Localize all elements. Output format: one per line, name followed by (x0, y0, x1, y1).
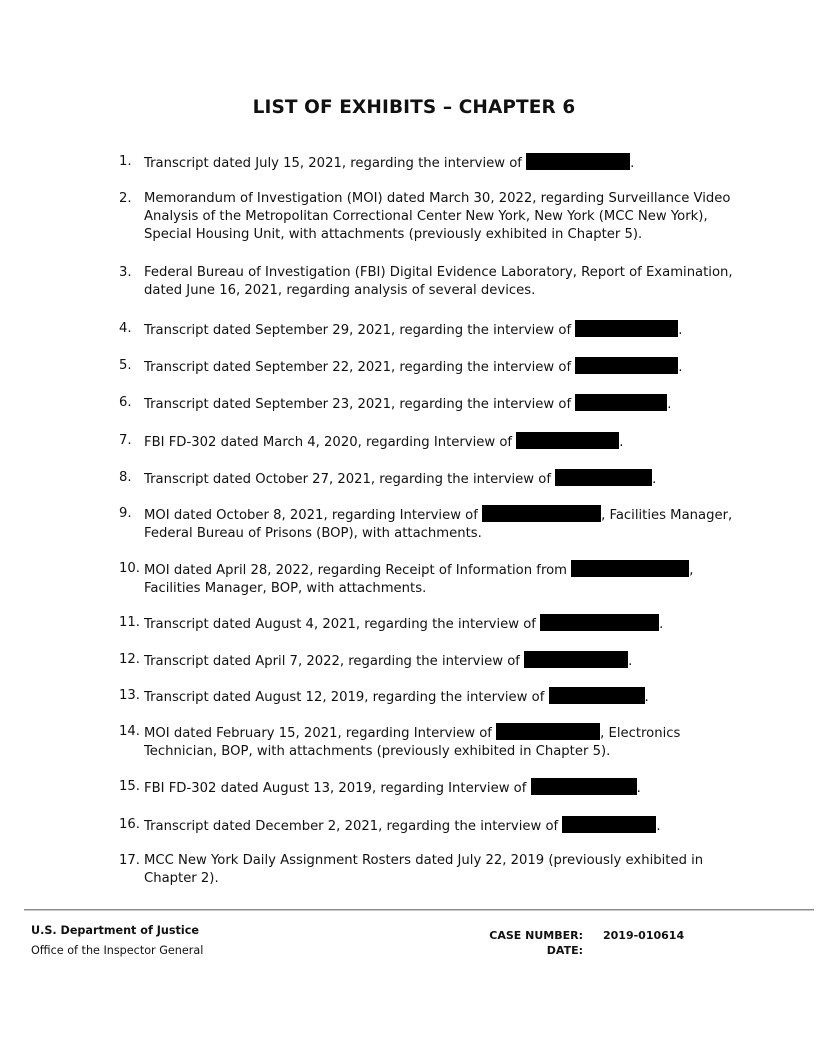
exhibit-text-segment: Transcript dated August 4, 2021, regarding the interview of (144, 617, 541, 632)
redaction-bar (516, 432, 619, 449)
exhibit-text-segment: Facilities Manager, BOP, with attachments. (144, 581, 427, 597)
exhibit-text-segment: FBI FD-302 dated August 13, 2019, regarding Interview of (144, 781, 531, 796)
exhibit-number: 10. (119, 561, 140, 576)
exhibit-text-segment: Federal Bureau of Prisons (BOP), with attachments. (144, 526, 482, 542)
exhibit-text-segment: Transcript dated April 7, 2022, regarding the interview of (144, 654, 525, 669)
exhibit-number: 11. (119, 615, 140, 630)
redaction-bar (575, 394, 667, 411)
case-number-label: CASE NUMBER: (489, 929, 583, 942)
exhibit-description (144, 778, 641, 798)
exhibit-number: 5. (119, 358, 132, 373)
exhibit-text-segment: . (644, 690, 649, 705)
exhibit-description (144, 357, 682, 377)
exhibit-text-segment: Chapter 2). (144, 871, 219, 887)
exhibit-description (144, 190, 731, 245)
exhibit-description (144, 320, 682, 340)
redaction-bar (571, 560, 689, 577)
footer-department: U.S. Department of Justice (31, 924, 199, 937)
redaction-bar (555, 469, 652, 486)
exhibit-text-segment: . (652, 472, 657, 487)
exhibit-text-segment: MOI dated February 15, 2021, regarding Interview of (144, 726, 497, 741)
exhibit-text-segment: Transcript dated September 29, 2021, regarding the interview of (144, 323, 576, 338)
exhibit-description (144, 651, 632, 671)
exhibit-description (144, 432, 623, 452)
exhibit-text-segment: MCC New York Daily Assignment Rosters dated July 22, 2019 (previously exhibited in (144, 853, 704, 868)
exhibit-text-segment: . (656, 819, 661, 834)
exhibit-text-segment: , (689, 563, 694, 578)
redaction-bar (540, 614, 659, 631)
exhibit-description (144, 723, 680, 761)
exhibit-text-segment: Technician, BOP, with attachments (previously exhibited in Chapter 5). (144, 744, 611, 760)
exhibit-number: 17. (119, 853, 140, 868)
exhibit-description (144, 153, 634, 173)
exhibit-text-segment: dated June 16, 2021, regarding analysis of several devices. (144, 283, 536, 299)
exhibit-text-segment: . (659, 617, 664, 632)
exhibit-description (144, 469, 656, 489)
exhibit-text-segment: . (628, 654, 633, 669)
exhibit-number: 1. (119, 154, 132, 169)
exhibit-number: 4. (119, 321, 132, 336)
exhibit-text-segment: . (619, 435, 624, 450)
exhibit-number: 2. (119, 191, 132, 206)
exhibit-text-segment: Transcript dated July 15, 2021, regarding the interview of (144, 156, 527, 171)
redaction-bar (531, 778, 637, 795)
exhibit-text-segment: Federal Bureau of Investigation (FBI) Digital Evidence Laboratory, Report of Examination, (144, 265, 733, 280)
date-label: DATE: (546, 944, 583, 957)
redaction-bar (496, 723, 600, 740)
exhibit-number: 3. (119, 265, 132, 280)
exhibit-description (144, 394, 671, 414)
exhibit-number: 7. (119, 433, 132, 448)
exhibit-text-segment: . (667, 397, 672, 412)
exhibit-number: 12. (119, 652, 140, 667)
exhibit-text-segment: Special Housing Unit, with attachments (previously exhibited in Chapter 5). (144, 227, 643, 243)
exhibit-number: 16. (119, 817, 140, 832)
redaction-bar (549, 687, 645, 704)
exhibit-text-segment: FBI FD-302 dated March 4, 2020, regarding Interview of (144, 435, 517, 450)
redaction-bar (526, 153, 630, 170)
footer-office: Office of the Inspector General (31, 944, 204, 957)
exhibit-text-segment: Memorandum of Investigation (MOI) dated March 30, 2022, regarding Surveillance Video (144, 191, 731, 206)
redaction-bar (524, 651, 628, 668)
exhibit-text-segment: , Facilities Manager, (601, 508, 733, 523)
exhibit-text-segment: Analysis of the Metropolitan Correctional Center New York, New York (MCC New York), (144, 209, 708, 225)
redaction-bar (562, 816, 656, 833)
exhibit-text-segment: , Electronics (600, 726, 681, 741)
exhibit-number: 14. (119, 724, 140, 739)
exhibit-number: 15. (119, 779, 140, 794)
exhibit-text-segment: . (678, 360, 683, 375)
exhibit-number: 6. (119, 395, 132, 410)
exhibit-text-segment: . (636, 781, 641, 796)
exhibit-text-segment: Transcript dated September 22, 2021, regarding the interview of (144, 360, 576, 375)
redaction-bar (575, 320, 678, 337)
exhibit-text-segment: Transcript dated October 27, 2021, regarding the interview of (144, 472, 556, 487)
case-number-value: 2019-010614 (603, 929, 685, 942)
exhibit-text-segment: Transcript dated August 12, 2019, regarding the interview of (144, 690, 549, 705)
exhibit-description (144, 852, 703, 888)
exhibit-text-segment: . (630, 156, 635, 171)
footer-divider (24, 909, 814, 911)
exhibit-text-segment: Transcript dated September 23, 2021, regarding the interview of (144, 397, 576, 412)
page-title: LIST OF EXHIBITS – CHAPTER 6 (252, 97, 576, 118)
redaction-bar (482, 505, 601, 522)
exhibit-description (144, 264, 733, 300)
exhibit-number: 8. (119, 470, 132, 485)
exhibit-description (144, 687, 649, 707)
exhibit-description (144, 505, 732, 543)
redaction-bar (575, 357, 678, 374)
exhibit-text-segment: Transcript dated December 2, 2021, regarding the interview of (144, 819, 563, 834)
exhibit-number: 13. (119, 688, 140, 703)
exhibit-text-segment: . (678, 323, 683, 338)
exhibit-text-segment: MOI dated April 28, 2022, regarding Receipt of Information from (144, 563, 572, 578)
exhibit-description (144, 560, 693, 598)
exhibit-description (144, 614, 663, 634)
exhibit-description (144, 816, 661, 836)
exhibit-number: 9. (119, 506, 132, 521)
exhibit-text-segment: MOI dated October 8, 2021, regarding Interview of (144, 508, 483, 523)
